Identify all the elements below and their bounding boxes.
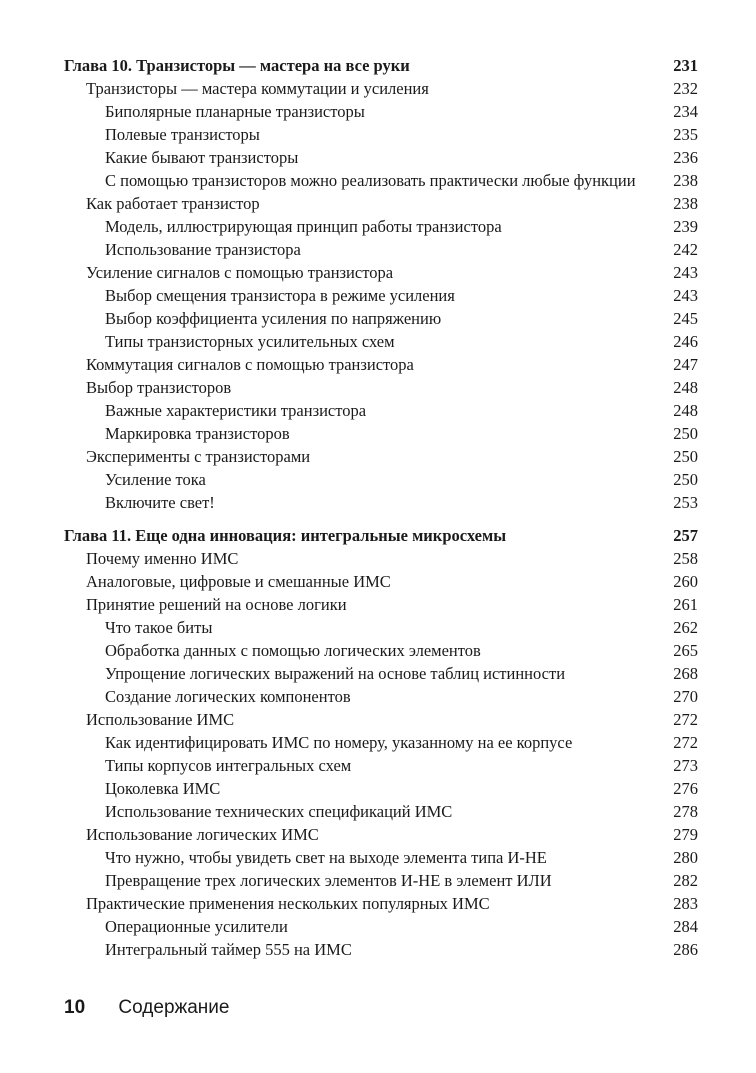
toc-entry-title: Как работает транзистор [86, 194, 260, 213]
toc-entry-page-number: 272 [673, 733, 698, 752]
toc-subsection-entry [64, 938, 698, 961]
chapter-heading [64, 524, 698, 547]
toc-section-entry [64, 892, 698, 915]
toc-subsection-entry [64, 146, 698, 169]
toc-entry-page-number: 286 [673, 940, 698, 959]
toc-subsection-entry [64, 754, 698, 777]
toc-entry-title: Типы транзисторных усилительных схем [105, 332, 395, 351]
toc-subsection-entry [64, 639, 698, 662]
toc-section-entry [64, 708, 698, 731]
toc-section-entry [64, 445, 698, 468]
toc-section-entry [64, 547, 698, 570]
toc-entry-page-number: 284 [673, 917, 698, 936]
toc-entry-page-number: 246 [673, 332, 698, 351]
toc-entry-page-number: 261 [673, 595, 698, 614]
toc-entry-title: Принятие решений на основе логики [86, 595, 347, 614]
toc-subsection-entry [64, 169, 698, 192]
toc-entry-page-number: 258 [673, 549, 698, 568]
toc-entry-title: Что нужно, чтобы увидеть свет на выходе элемента типа И-НЕ [105, 848, 547, 867]
toc-entry-title: Модель, иллюстрирующая принцип работы транзистора [105, 217, 502, 236]
toc-subsection-entry [64, 307, 698, 330]
toc-entry-page-number: 234 [673, 102, 698, 121]
toc-entry-page-number: 250 [673, 424, 698, 443]
toc-entry-page-number: 248 [673, 401, 698, 420]
toc-entry-page-number: 276 [673, 779, 698, 798]
toc-entry-page-number: 280 [673, 848, 698, 867]
toc-entry-title: Важные характеристики транзистора [105, 401, 367, 420]
chapter-page-number: 257 [673, 526, 698, 545]
toc-subsection-entry [64, 238, 698, 261]
chapter-title: Глава 11. Еще одна инновация: интегральные микросхемы [64, 526, 507, 545]
toc-entry-title: Усиление тока [105, 470, 206, 489]
toc-subsection-entry [64, 123, 698, 146]
toc-entry-page-number: 248 [673, 378, 698, 397]
toc-section-entry [64, 261, 698, 284]
toc-section-entry [64, 593, 698, 616]
toc-subsection-entry [64, 100, 698, 123]
toc-entry-title: С помощью транзисторов можно реализовать практически любые функции [105, 171, 636, 190]
toc-entry-title: Полевые транзисторы [105, 125, 260, 144]
toc-subsection-entry [64, 915, 698, 938]
toc-entry-page-number: 273 [673, 756, 698, 775]
toc-entry-title: Использование транзистора [105, 240, 301, 259]
toc-entry-page-number: 272 [673, 710, 698, 729]
toc-entry-page-number: 238 [673, 194, 698, 213]
toc-subsection-entry [64, 422, 698, 445]
chapter-heading [64, 54, 698, 77]
toc-subsection-entry [64, 330, 698, 353]
toc-entry-title: Цоколевка ИМС [105, 779, 221, 798]
toc-subsection-entry [64, 616, 698, 639]
toc-subsection-entry [64, 491, 698, 514]
toc-entry-page-number: 283 [673, 894, 698, 913]
toc-chapter-10 [64, 54, 698, 514]
toc-entry-title: Упрощение логических выражений на основе таблиц истинности [105, 664, 566, 683]
toc-section-entry [64, 570, 698, 593]
toc-entry-title: Операционные усилители [105, 917, 288, 936]
toc-entry-title: Выбор смещения транзистора в режиме усиления [105, 286, 455, 305]
toc-entry-page-number: 279 [673, 825, 698, 844]
toc-entry-page-number: 232 [673, 79, 698, 98]
toc-subsection-entry [64, 800, 698, 823]
toc-entry-page-number: 260 [673, 572, 698, 591]
toc-entry-title: Почему именно ИМС [86, 549, 239, 568]
toc-entry-page-number: 243 [673, 263, 698, 282]
toc-subsection-entry [64, 777, 698, 800]
toc-entry-title: Маркировка транзисторов [105, 424, 290, 443]
toc-section-entry [64, 353, 698, 376]
footer-running-title: Содержание [118, 997, 230, 1018]
toc-entry-page-number: 268 [673, 664, 698, 683]
toc-entry-title: Как идентифицировать ИМС по номеру, указанному на ее корпусе [105, 733, 573, 752]
toc-entry-title: Практические применения нескольких популярных ИМС [86, 894, 490, 913]
toc-entry-title: Типы корпусов интегральных схем [105, 756, 352, 775]
page-footer [64, 993, 229, 1023]
toc-entry-title: Эксперименты с транзисторами [86, 447, 311, 466]
toc-entry-page-number: 239 [673, 217, 698, 236]
toc-entry-list [64, 77, 698, 514]
toc-entry-title: Биполярные планарные транзисторы [105, 102, 365, 121]
toc-entry-page-number: 245 [673, 309, 698, 328]
toc-subsection-entry [64, 662, 698, 685]
toc-entry-page-number: 265 [673, 641, 698, 660]
toc-entry-title: Интегральный таймер 555 на ИМС [105, 940, 352, 959]
toc-entry-page-number: 270 [673, 687, 698, 706]
toc-entry-page-number: 253 [673, 493, 698, 512]
toc-section-entry [64, 823, 698, 846]
toc-section-entry [64, 376, 698, 399]
toc-entry-title: Превращение трех логических элементов И-НЕ в элемент ИЛИ [105, 871, 552, 890]
toc-entry-title: Использование логических ИМС [86, 825, 319, 844]
toc-entry-page-number: 250 [673, 447, 698, 466]
toc-entry-page-number: 243 [673, 286, 698, 305]
toc-entry-title: Транзисторы — мастера коммутации и усиления [86, 79, 429, 98]
toc-entry-page-number: 235 [673, 125, 698, 144]
toc-entry-page-number: 262 [673, 618, 698, 637]
toc-entry-title: Создание логических компонентов [105, 687, 351, 706]
toc-subsection-entry [64, 215, 698, 238]
toc-section-entry [64, 192, 698, 215]
toc-entry-title: Что такое биты [105, 618, 213, 637]
toc-subsection-entry [64, 685, 698, 708]
toc-entry-title: Аналоговые, цифровые и смешанные ИМС [86, 572, 391, 591]
toc-entry-title: Включите свет! [105, 493, 215, 512]
toc-entry-page-number: 238 [673, 171, 698, 190]
toc-subsection-entry [64, 846, 698, 869]
toc-entry-page-number: 250 [673, 470, 698, 489]
toc-entry-title: Коммутация сигналов с помощью транзистора [86, 355, 414, 374]
toc-subsection-entry [64, 468, 698, 491]
chapter-page-number: 231 [673, 56, 698, 75]
toc-entry-page-number: 236 [673, 148, 698, 167]
toc-entry-title: Выбор транзисторов [86, 378, 232, 397]
toc-entry-page-number: 242 [673, 240, 698, 259]
toc-entry-title: Выбор коэффициента усиления по напряжению [105, 309, 442, 328]
toc-subsection-entry [64, 869, 698, 892]
toc-entry-title: Использование ИМС [86, 710, 235, 729]
toc-subsection-entry [64, 399, 698, 422]
toc-entry-title: Обработка данных с помощью логических элементов [105, 641, 481, 660]
toc-subsection-entry [64, 284, 698, 307]
toc-entry-title: Какие бывают транзисторы [105, 148, 299, 167]
toc-subsection-entry [64, 731, 698, 754]
toc-section-entry [64, 77, 698, 100]
toc-entry-page-number: 282 [673, 871, 698, 890]
toc-entry-title: Усиление сигналов с помощью транзистора [86, 263, 394, 282]
toc-entry-title: Использование технических спецификаций ИМС [105, 802, 453, 821]
toc-entry-page-number: 247 [673, 355, 698, 374]
toc-entry-page-number: 278 [673, 802, 698, 821]
toc-chapter-11 [64, 524, 698, 961]
footer-page-number: 10 [64, 997, 86, 1018]
toc-entry-list [64, 547, 698, 961]
chapter-title: Глава 10. Транзисторы — мастера на все руки [64, 56, 410, 75]
